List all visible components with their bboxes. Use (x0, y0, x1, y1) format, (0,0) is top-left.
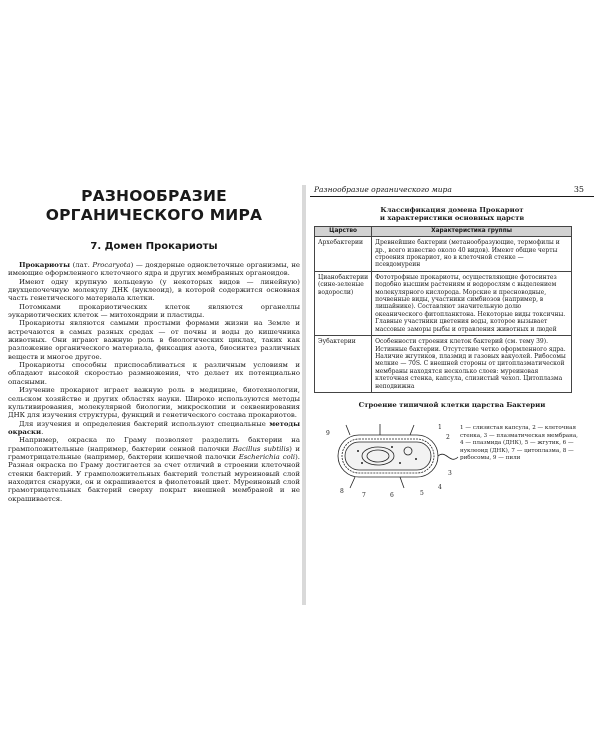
section-title: 7. Домен Прокариоты (90, 241, 218, 252)
body-text (8, 261, 300, 503)
p7-a: Для изучения и определения бактерий используют специальные (19, 419, 270, 428)
ribosome (399, 462, 401, 464)
book-spread (0, 185, 600, 605)
ribosome (361, 462, 363, 464)
latin-ecoli: Escherichia coli (238, 452, 296, 461)
pilus (346, 425, 350, 435)
paragraph-3: Потомками прокариотических клеток являются органеллы эукариотических клеток — митохондрии и пластиды. (8, 302, 300, 320)
page-number: 35 (573, 185, 584, 194)
ribosome (357, 450, 359, 452)
table-title (310, 206, 594, 223)
p8-b: ) и грамотрицательные (например, бактерии кишечной палочки (8, 444, 300, 461)
label-6: 6 (390, 491, 394, 499)
chapter-title-line-1: РАЗНООБРАЗИЕ (81, 187, 227, 205)
p1-rest: ) — доядерные одноклеточные организмы, не имеющие оформленного клеточного ядра и других мембранных органоидов. (8, 261, 300, 278)
label-5: 5 (420, 489, 424, 497)
p8-a: Например, окраска по Граму позволяет разделить бактерии на грамположительные (например, бактерии сенной палочки (8, 436, 300, 453)
description-cell: Особенности строения клеток бактерий (см. тему 39). Истинные бактерии. Отсутствие четко оформленного ядра. Наличие жгутиков, плазмид и газовых вакуолей. Рибосомы мелкие — 70S. С внешней стороны от цитоплазматической мембраны находятся несколько слоев: муреиновая клеточная стенка, капсула, слизистый чехол. Цитоплазма неподвижна (372, 336, 572, 393)
latin-term: Procaryota (92, 261, 131, 269)
bacterium-cell-diagram (320, 413, 460, 501)
table-row (315, 336, 572, 393)
paragraph-1 (8, 261, 300, 278)
table-title-line-2: и характеристики основных царств (379, 214, 525, 223)
header-characteristics: Характеристика группы (372, 226, 572, 236)
running-head (310, 185, 594, 197)
pilus (410, 425, 414, 435)
label-1: 1 (438, 423, 442, 431)
header-kingdom: Царство (315, 226, 372, 236)
paragraph-6: Изучение прокариот играет важную роль в медицине, биотехнологии, сельском хозяйстве и других областях науки. Широко используются методы культивирования, молекулярной биологии, микроскопии и секвенирования ДНК для изучения структуры, функций и генетического состава прокариотов. (8, 386, 300, 420)
label-4: 4 (438, 483, 442, 491)
label-2: 2 (446, 433, 450, 441)
staining-methods-term: методы окраски (8, 419, 300, 436)
paragraph-2: Имеют одну крупную кольцевую (у некоторых видов — линейную) двухцепочечную молекулу ДНК (нуклеоид), в которой содержится основная часть генетического материала клетки. (8, 277, 300, 303)
bacterium-figure (310, 413, 594, 503)
running-head-title: Разнообразие органического мира (314, 185, 452, 194)
chapter-title (8, 187, 300, 225)
figure-legend: 1 — слизистая капсула, 2 — клеточная стенка, 3 — плазматическая мембрана, 4 — плазмида (ДНК), 5 — жгутик, 6 — нуклеоид (ДНК), 7 — цитоплазма, 8 — рибосомы, 9 — пили (460, 424, 578, 462)
label-8: 8 (340, 487, 344, 495)
page-gutter (302, 185, 306, 605)
kingdom-cell: Эубактерии (315, 336, 372, 393)
label-9: 9 (326, 429, 330, 437)
chapter-title-line-2: ОРГАНИЧЕСКОГО МИРА (45, 206, 263, 224)
paragraph-4: Прокариоты являются самыми простыми формами жизни на Земле и встречаются в самых разных средах — от почвы и воды до кишечника животных. Они играют важную роль в биологических циклах, таких как разложение органического материала, фиксация азота, биосинтез различных веществ и многое другое. (8, 319, 300, 361)
term-prokaryotes: Прокариоты (19, 261, 71, 269)
paragraph-8 (8, 436, 300, 503)
label-7: 7 (362, 491, 366, 499)
ribosome (415, 458, 417, 460)
pilus (350, 477, 355, 488)
table-row (315, 237, 572, 272)
p1-pre: (лат. (70, 261, 93, 269)
left-page (8, 185, 300, 605)
right-page (310, 185, 594, 605)
paragraph-7 (8, 420, 300, 437)
figure-title: Строение типичной клетки царства Бактерии (358, 400, 546, 409)
ribosome (391, 446, 393, 448)
table-title-line-1: Классификация домена Прокариот (380, 206, 524, 214)
latin-bacillus: Bacillus subtilis (232, 444, 290, 453)
label-3: 3 (448, 469, 452, 477)
plasma-membrane (345, 442, 431, 470)
description-cell: Древнейшие бактерии (метанообразующие, термофилы и др., всего известно около 40 видов). Имеют общие черты строения прокариот, но в клеточной стенке — псевдомуреин (372, 237, 572, 272)
table-row (315, 271, 572, 335)
description-cell: Фототрофные прокариоты, осуществляющие фотосинтез подобно высшим растениям и водорослям с выделением молекулярного кислорода. Морские и пресноводные, почвенные виды, участники симбиозов (например, в лишайнике). Составляют значительную долю океанического фитопланктона. Некоторые виды токсичны. Главные участники цветения воды, которое вызывает массовые заморы рыбы и отравления животных и людей (372, 271, 572, 335)
table-header-row (315, 226, 572, 236)
p8-c: ). Разная окраска по Граму достигается за счет отличий в строении клеточной стенки бактерий. У грамположительных бактерий толстый муреиновый слой находится снаружи, он и окрашивается в фиолетовый цвет. Муреиновый слой грамотрицательных бактерий сверху покрыт внешней мембраной и не окрашивается. (8, 452, 300, 503)
kingdom-cell: Цианобактерии (сине-зеленые водоросли) (315, 271, 372, 335)
classification-table (314, 226, 572, 393)
flagellum (438, 454, 458, 459)
pilus (400, 477, 404, 488)
paragraph-5: Прокариоты способны приспосабливаться к различным условиям и обладают высокой скоростью размножения, что делает их потенциально опасными. (8, 361, 300, 386)
p7-c: . (41, 427, 44, 436)
kingdom-cell: Архебактерии (315, 237, 372, 272)
